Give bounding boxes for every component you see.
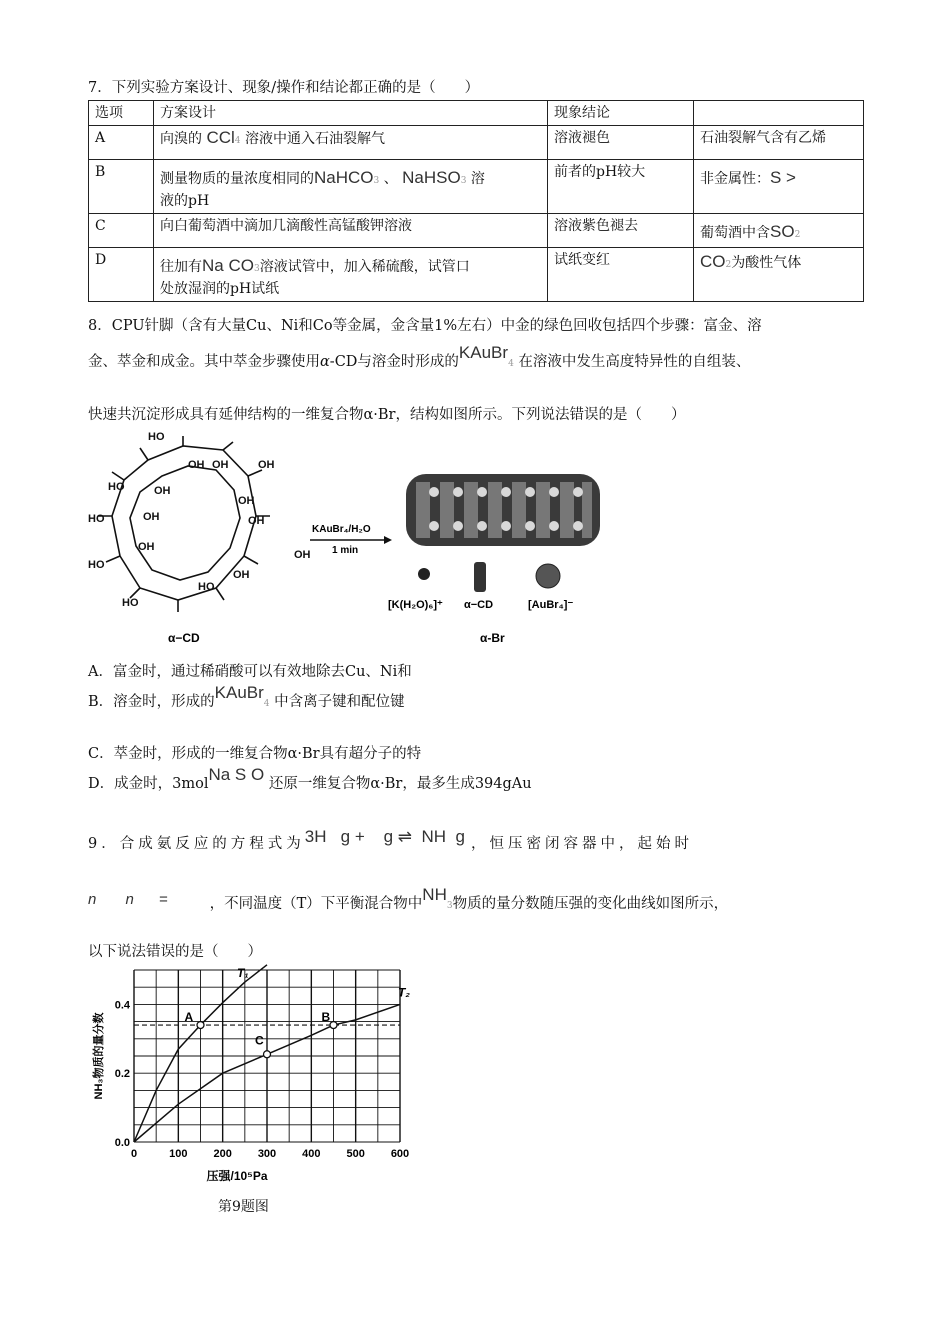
hydroxyl-label: HO bbox=[148, 431, 165, 443]
text: 中含离子键和配位键 bbox=[274, 694, 405, 710]
conclusion-cell: 葡萄酒中含SO2 bbox=[694, 214, 864, 248]
x-tick-label: 400 bbox=[302, 1148, 321, 1160]
conclusion-text: 为酸性气体 bbox=[731, 255, 802, 271]
nh3-fraction-chart bbox=[88, 964, 428, 1186]
potassium-aqua-ion-icon bbox=[418, 568, 430, 580]
point-marker-C bbox=[264, 1051, 271, 1058]
q9-figure-caption: 第9题图 bbox=[218, 1199, 269, 1215]
q8-stem-line-3: 快速共沉淀形成具有延伸结构的一维复合物α·Br，结构如图所示。下列说法错误的是（ ） bbox=[88, 407, 686, 423]
legend-label: [AuBr₄]⁻ bbox=[528, 599, 574, 611]
q9-stem-line-1 bbox=[88, 827, 693, 853]
formula: NaHSO bbox=[402, 168, 461, 187]
q8-option-b: B．溶金时，形成的KAuBr4 中含离子键和配位键 bbox=[88, 683, 405, 710]
formula: KAuBr bbox=[458, 343, 509, 362]
plan-text: 溶液中通入石油裂解气 bbox=[244, 131, 385, 147]
x-axis-label: 压强/10⁵Pa bbox=[206, 1169, 268, 1183]
q9-stem-line-3: 以下说法错误的是（ ） bbox=[88, 944, 262, 960]
series-label: T₁ bbox=[237, 965, 249, 980]
text: 还原一维复合物α·Br，最多生成394gAu bbox=[268, 776, 532, 792]
point-label: A bbox=[184, 1010, 194, 1025]
header-option: 选项 bbox=[89, 101, 154, 126]
hydroxyl-label: OH bbox=[238, 495, 255, 507]
formula: NH bbox=[422, 885, 447, 904]
conclusion-cell bbox=[694, 160, 864, 214]
plan-text: 往加有 bbox=[160, 259, 202, 275]
alpha-br-label: α-Br bbox=[480, 631, 505, 645]
hydroxyl-label: OH bbox=[258, 459, 275, 471]
option-cell: D bbox=[89, 248, 154, 302]
x-tick-label: 0 bbox=[130, 1148, 138, 1160]
reaction-condition-top: KAuBr₄/H₂O bbox=[312, 524, 371, 535]
formula: n n = bbox=[88, 891, 168, 908]
option-cell: A bbox=[89, 126, 154, 160]
phenomenon-cell: 前者的pH较大 bbox=[548, 160, 694, 214]
plan-text: 处放湿润的pH试纸 bbox=[160, 281, 280, 297]
point-label: C bbox=[255, 1033, 264, 1048]
plan-cell: 向溴的 CCl4 溶液中通入石油裂解气 bbox=[154, 126, 548, 160]
q7-table bbox=[88, 100, 864, 302]
hydroxyl-label: OH bbox=[248, 515, 265, 527]
text: 金、萃金和成金。其中萃金步骤使用 bbox=[88, 354, 320, 370]
option-cell: B bbox=[89, 160, 154, 214]
conclusion-cell: 石油裂解气含有乙烯 bbox=[694, 126, 864, 160]
hydroxyl-label: OH bbox=[212, 459, 229, 471]
alpha-cd-label: α−CD bbox=[168, 631, 200, 645]
conclusion-text: 葡萄酒中含 bbox=[700, 225, 770, 241]
table-row bbox=[89, 126, 864, 160]
table-header-row bbox=[89, 101, 864, 126]
hydroxyl-label: OH bbox=[233, 569, 250, 581]
y-tick-label: 0.0 bbox=[114, 1137, 130, 1149]
conclusion-text: 非金属性： bbox=[700, 171, 770, 187]
q8-stem-line-2: 金、萃金和成金。其中萃金步骤使用α-CD与溶金时形成的KAuBr4 在溶液中发生高度特异性的自组装、 bbox=[88, 343, 751, 370]
phenomenon-cell: 溶液紫色褪去 bbox=[548, 214, 694, 248]
formula: S > bbox=[770, 168, 796, 187]
q8-option-c: C．萃金时，形成的一维复合物α·Br具有超分子的特 bbox=[88, 746, 422, 762]
hydroxyl-label: HO bbox=[108, 481, 125, 493]
plan-text: 向溴的 bbox=[160, 131, 202, 147]
alpha-cd-unit-icon bbox=[474, 562, 486, 592]
x-tick-label: 300 bbox=[257, 1148, 277, 1160]
table-row bbox=[89, 248, 864, 302]
x-tick-label: 500 bbox=[346, 1148, 365, 1160]
formula: CO bbox=[700, 252, 726, 271]
header-conclusion bbox=[694, 101, 864, 126]
hydroxyl-label: HO bbox=[88, 513, 105, 525]
text: 物质的量分数随压强的变化曲线如图所示， bbox=[452, 896, 729, 912]
plan-cell: 往加有Na CO3溶液试管中，加入稀硫酸，试管口 处放湿润的pH试纸 bbox=[154, 248, 548, 302]
hydroxyl-label: OH bbox=[138, 541, 155, 553]
hydroxyl-label: HO bbox=[198, 581, 215, 593]
point-label: B bbox=[321, 1010, 331, 1025]
text: -CD与溶金时形成的 bbox=[329, 354, 459, 370]
y-axis-label: NH₃物质的量分数 bbox=[93, 1012, 105, 1100]
x-tick-label: 200 bbox=[213, 1148, 232, 1160]
series-label: T₂ bbox=[398, 985, 410, 1000]
aubr4-ion-icon bbox=[536, 564, 560, 588]
hydroxyl-label: HO bbox=[88, 559, 105, 571]
plan-text: 溶液试管中，加入稀硫酸，试管口 bbox=[259, 259, 470, 275]
formula: KAuBr bbox=[214, 683, 264, 702]
cyclodextrin-ring-drawing bbox=[98, 436, 270, 612]
text: ，恒压密闭容器中，起始时 bbox=[470, 836, 693, 852]
formula: Na S O bbox=[208, 765, 265, 784]
q8-stem-line-1: 8．CPU针脚（含有大量Cu、Ni和Co等金属，金含量1%左右）中金的绿色回收包括四个步骤：富金、溶 bbox=[88, 318, 762, 334]
table-row bbox=[89, 160, 864, 214]
text: B．溶金时，形成的 bbox=[88, 694, 215, 710]
x-tick-label: 100 bbox=[169, 1148, 188, 1160]
hydroxyl-label: OH bbox=[188, 459, 205, 471]
formula: 3H g + g ⇌ NH g bbox=[304, 827, 465, 846]
hydroxyl-label: OH bbox=[294, 549, 311, 561]
point-marker-A bbox=[197, 1022, 204, 1029]
text: ，不同温度（T）下平衡混合物中 bbox=[209, 896, 423, 912]
hydroxyl-label: HO bbox=[122, 597, 139, 609]
q8-figure bbox=[88, 428, 608, 650]
table-row bbox=[89, 214, 864, 248]
plan-text: 溶 bbox=[470, 171, 485, 187]
header-phenomenon: 现象结论 bbox=[548, 101, 694, 126]
plan-text: 、 bbox=[383, 171, 398, 187]
option-cell: C bbox=[89, 214, 154, 248]
formula: Na CO bbox=[202, 256, 254, 275]
x-tick-label: 600 bbox=[390, 1148, 410, 1160]
legend-label: α−CD bbox=[464, 599, 494, 611]
conclusion-cell: CO2为酸性气体 bbox=[694, 248, 864, 302]
q9-stem-line-2: n n = ，不同温度（T）下平衡混合物中NH3物质的量分数随压强的变化曲线如图所示， bbox=[88, 885, 729, 912]
text: 9．合成氨反应的方程式为 bbox=[88, 836, 305, 852]
formula: SO bbox=[770, 222, 795, 241]
y-tick-label: 0.4 bbox=[114, 999, 130, 1012]
y-tick-label: 0.2 bbox=[114, 1068, 130, 1081]
formula: CCl bbox=[206, 128, 235, 147]
q7-stem: 7．下列实验方案设计、现象/操作和结论都正确的是（ ） bbox=[88, 80, 480, 96]
one-dimensional-assembly-drawing bbox=[406, 474, 600, 546]
formula: NaHCO bbox=[314, 168, 374, 187]
plan-cell: 向白葡萄酒中滴加几滴酸性高锰酸钾溶液 bbox=[154, 214, 548, 248]
plan-text: 液的pH bbox=[160, 193, 210, 209]
text: α bbox=[320, 354, 330, 370]
q8-option-d bbox=[88, 765, 532, 793]
text: D．成金时，3mol bbox=[88, 776, 209, 792]
text: 在溶液中发生高度特异性的自组装、 bbox=[518, 354, 751, 370]
point-marker-B bbox=[330, 1022, 337, 1029]
reaction-condition-bottom: 1 min bbox=[332, 545, 359, 556]
phenomenon-cell: 试纸变红 bbox=[548, 248, 694, 302]
legend-label: [K(H₂O)₆]⁺ bbox=[388, 599, 443, 611]
plan-text: 测量物质的量浓度相同的 bbox=[160, 171, 314, 187]
hydroxyl-label: OH bbox=[154, 485, 171, 497]
header-plan: 方案设计 bbox=[154, 101, 548, 126]
arrow-head-icon bbox=[384, 536, 392, 544]
phenomenon-cell: 溶液褪色 bbox=[548, 126, 694, 160]
hydroxyl-label: OH bbox=[143, 511, 160, 523]
q8-option-a: A．富金时，通过稀硝酸可以有效地除去Cu、Ni和 bbox=[88, 664, 412, 680]
plan-cell: 测量物质的量浓度相同的NaHCO3 、 NaHSO3 溶 液的pH bbox=[154, 160, 548, 214]
